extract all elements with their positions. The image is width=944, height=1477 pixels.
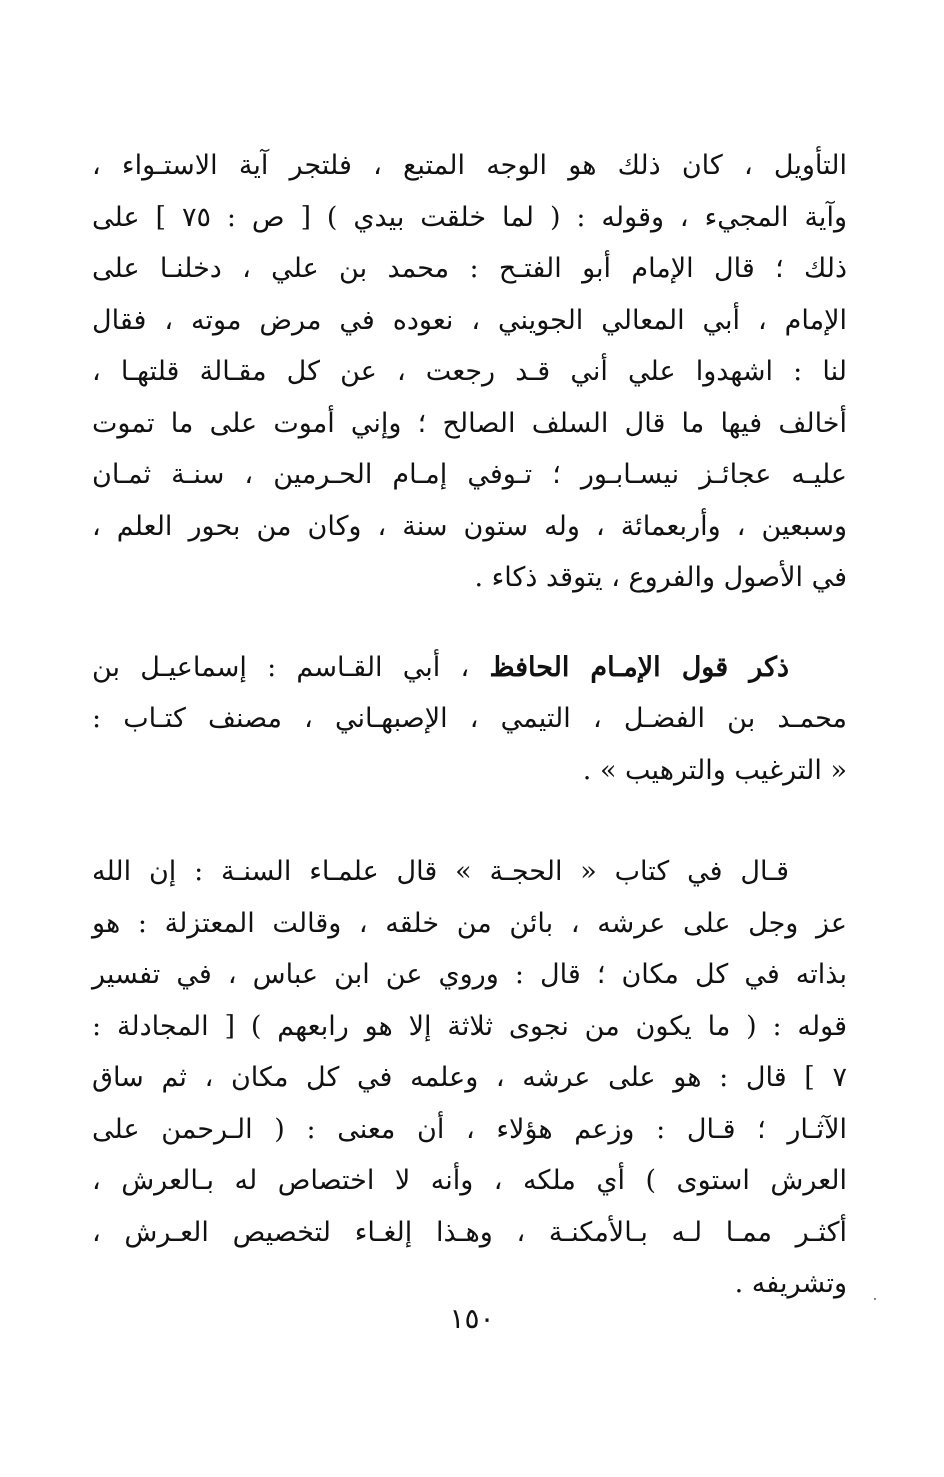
paragraph-2 bbox=[92, 642, 847, 797]
text-line: لنا : اشهدوا علي أني قـد رجعت ، عن كل مقـالة قلتهـا ، bbox=[92, 356, 847, 387]
text-line: عليـه عجائـز نيسـابـور ؛ تـوفي إمـام الحـرمين ، سنـة ثمـان bbox=[92, 459, 847, 490]
text-line: في الأصول والفروع ، يتوقد ذكاء . bbox=[474, 562, 847, 593]
text-line: الآثـار ؛ قـال : وزعم هؤلاء ، أن معنى : ( الـرحمن على bbox=[92, 1113, 847, 1145]
text-line: قـال في كتاب « الحجـة » قال علمـاء السنـة : إن الله bbox=[92, 856, 789, 887]
text-line: أخالف فيها ما قال السلف الصالح ؛ وإني أموت على ما تموت bbox=[92, 407, 847, 439]
text-line: عز وجل على عرشه ، بائن من خلقه ، وقالت المعتزلة : هو bbox=[92, 907, 847, 939]
paragraph-1 bbox=[92, 140, 847, 604]
text-line: وتشريفه . bbox=[734, 1268, 847, 1299]
paragraph-3 bbox=[92, 846, 847, 1310]
text-line: قوله : ( ما يكون من نجوى ثلاثة إلا هو رابعهم ) [ المجادلة : bbox=[92, 1010, 847, 1042]
text-line: وآية المجيء ، وقوله : ( لما خلقت بيدي ) [ ص : ٧٥ ] على bbox=[92, 201, 847, 233]
scan-speck bbox=[874, 1298, 876, 1300]
text-line: محمـد بن الفضـل ، التيمي ، الإصبهـاني ، مصنف كتـاب : bbox=[92, 703, 847, 734]
text-line: ذلك ؛ قال الإمام أبو الفتـح : محمد بن علي ، دخلنـا على bbox=[92, 253, 847, 284]
text-line: بذاته في كل مكان ؛ قال : وروي عن ابن عباس ، في تفسير bbox=[92, 959, 847, 990]
heading-continuation: ، أبي القـاسم : إسماعيـل بن bbox=[92, 651, 490, 683]
text-line: التأويل ، كان ذلك هو الوجه المتبع ، فلتجر آية الاستـواء ، bbox=[92, 150, 847, 181]
page-body bbox=[92, 140, 847, 1310]
text-line: « الترغيب والترهيب » . bbox=[582, 754, 847, 786]
section-heading: ذكر قول الإمـام الحافظ bbox=[489, 651, 789, 683]
section-heading-line bbox=[92, 642, 847, 694]
text-line: أكثـر ممـا لـه بـالأمكنـة ، وهـذا إلغـاء لتخصيص العـرش ، bbox=[92, 1216, 847, 1248]
text-line: وسبعين ، وأربعمائة ، وله ستون سنة ، وكان من بحور العلم ، bbox=[92, 510, 847, 542]
page-number: ١٥٠ bbox=[449, 1302, 495, 1335]
text-line: ٧ ] قال : هو على عرشه ، وعلمه في كل مكان ، ثم ساق bbox=[92, 1062, 848, 1093]
text-line: العرش استوى ) أي ملكه ، وأنه لا اختصاص له بـالعرش ، bbox=[92, 1165, 847, 1196]
text-line: الإمام ، أبي المعالي الجويني ، نعوده في مرض موته ، فقال bbox=[92, 304, 847, 336]
